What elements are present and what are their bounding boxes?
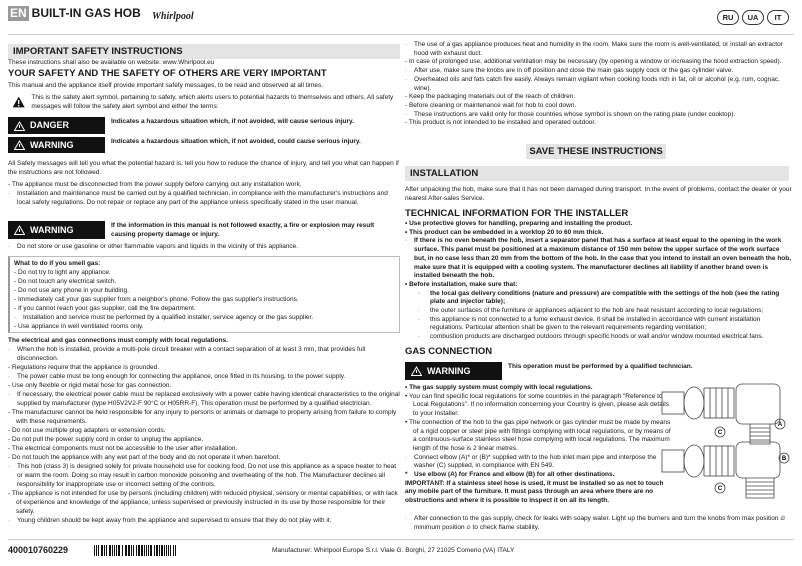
gasoline-note: [8, 242, 400, 251]
save-instructions-banner: SAVE THESE INSTRUCTIONS: [526, 144, 666, 159]
barcode-bar: [125, 545, 127, 556]
website-note: These instructions shall also be available on website: www.Whirlpool.eu: [8, 59, 215, 66]
document-title: BUILT-IN GAS HOB: [31, 6, 141, 20]
label-a: A: [777, 422, 783, 428]
list-item: - In case of prolonged use, additional ventilation may be necessary (by opening a window or increasing the hood extraction speed).: [405, 58, 782, 66]
safety-intro: This manual and the appliance itself provide important safety messages, to be read and observed at all times.: [8, 82, 324, 89]
list-item: - Do not use multiple plug adapters or extension cords.: [8, 427, 166, 434]
warning-triangle-icon: [14, 225, 25, 235]
barcode-bar: [164, 545, 165, 556]
barcode-bar: [159, 545, 160, 556]
list-item: • Use protective gloves for handling, preparing and installing the product.: [405, 220, 633, 227]
barcode-bar: [96, 545, 97, 556]
list-item: - This product is not intended to be installed and operated outdoor.: [405, 119, 597, 127]
country-code: UA: [742, 10, 764, 25]
safety-list-continued: [405, 41, 793, 128]
warning-label: WARNING: [405, 362, 502, 380]
list-item: - Connect elbow (A)* or (B)* supplied with to the hob inlet main pipe and interpose the washer (C) supplied, in compliance with EN 549.: [405, 454, 675, 471]
list-item: - The power cable must be long enough for connecting the appliance, once fitted in its housing, to the power supply.: [8, 372, 400, 381]
list-item: - Regulations require that the appliance is grounded.: [8, 364, 160, 371]
leak-check-note: - After connection to the gas supply, check for leaks with soapy water. Light up the burners and turn the knobs from max position 🔥︎ minimum position 🔥︎ to check flame stability.: [405, 515, 793, 532]
barcode-bar: [168, 545, 169, 556]
barcode-bar: [133, 545, 134, 556]
safety-messages-intro: All Safety messages will tell you what the potential hazard is, tell you how to reduce the chance of injury, and tell you what can happen if the instructions are not followed.: [8, 160, 399, 176]
list-item: - Immediately call your gas supplier from a neighbor's phone. Follow the gas supplier's instructions.: [14, 296, 299, 303]
warning-label: WARNING: [8, 221, 105, 239]
warning-label: WARNING: [8, 137, 105, 153]
safety-main-heading: YOUR SAFETY AND THE SAFETY OF OTHERS ARE VERY IMPORTANT: [8, 68, 327, 79]
barcode-bar: [161, 545, 163, 556]
warning-triangle-icon: [14, 140, 25, 150]
safety-alert-icon: [12, 93, 25, 111]
list-item: • The gas supply system must comply with local regulations.: [405, 384, 593, 391]
danger-label: DANGER: [8, 117, 105, 134]
barcode-bar: [128, 545, 130, 556]
barcode-bar: [173, 545, 174, 556]
electrical-heading: The electrical and gas connections must comply with local regulations.: [8, 337, 228, 344]
list-item: - Installation and maintenance must be carried out by a qualified technician, in compliance with the manufacturer's instructions and local safety regulations. Do not repair or replace any part of the appliance unless specifically stated in the user manual.: [8, 189, 400, 207]
barcode-bar: [118, 545, 120, 556]
list-item: - The appliance must be disconnected from the power supply before carrying out any installation work.: [8, 181, 302, 188]
product-code: 400010760229: [8, 545, 69, 555]
footer-divider: [8, 539, 794, 540]
warning-triangle-icon: [411, 366, 422, 376]
flame-min-icon: 🔥︎: [466, 524, 471, 531]
list-item: - Do not use any phone in your building.: [14, 287, 129, 294]
language-badge: EN: [10, 6, 27, 20]
list-item: - If there is no oven beneath the hob, insert a separator panel that has a surface at least equal to the opening in the work surface. This panel must be positioned at a maximum distance of 150 mm below the upper surface of the work surface but, in no case less than 20 mm from the bottom of the hob. In the case that you intend to install an oven beneath the hob, make sure that it is equipped with a cooling system. The manufacturer declines all liability if another brand oven is installed beneath the hob.: [405, 237, 793, 281]
list-item: - Do not touch any electrical switch.: [14, 278, 117, 285]
barcode-bar: [148, 545, 149, 556]
list-item: - After use, make sure the knobs are in off position and close the main gas supply cock or the gas cylinder valve.: [405, 67, 793, 76]
barcode-bar: [154, 545, 155, 556]
barcode-bar: [170, 545, 171, 556]
list-item: - Keep the packaging materials out of the reach of children.: [405, 93, 576, 101]
manufacturer-address: Manufacturer: Whirlpool Europe S.r.l. Viale G. Borghi, 27 21025 Comerio (VA) ITALY: [272, 547, 515, 554]
list-item: - Do not store or use gasoline or other flammable vapors and liquids in the vicinity of this appliance.: [8, 242, 400, 251]
barcode-bar: [141, 545, 143, 556]
warning-triangle-icon: [14, 121, 25, 131]
list-item: - When the hob is installed, provide a multi-pole circuit breaker with a contact separation of at least 3 mm, that provides full disconnection.: [8, 345, 400, 363]
list-item: - The electrical components must not be accessible to the user after installation.: [8, 445, 238, 452]
list-item: - Use only flexible or rigid metal hose for gas connection.: [8, 382, 172, 389]
barcode-bar: [131, 545, 132, 556]
barcode-bar: [94, 545, 95, 556]
list-item: - Installation and service must be performed by a qualified installer, service agency or the gas supplier.: [14, 313, 395, 322]
list-item: - If you cannot reach your gas supplier, call the fire department.: [14, 305, 196, 312]
alert-symbol-text: This is the safety alert symbol, pertaining to safety, which alerts users to potential hazards to themselves and others. All safety messages will follow the safety alert symbol and either the terms:: [31, 94, 394, 110]
barcode-bar: [114, 545, 115, 556]
list-item: • You can find specific local regulations for some countries in the paragraph "Reference to Local Regulations". If no information concerning your Country is given, please ask details to your Installer.: [405, 392, 669, 418]
country-code: RU: [717, 10, 739, 25]
gas-smell-box: [8, 256, 400, 333]
label-c: C: [717, 430, 723, 436]
list-item: • The connection of the hob to the gas pipe network or gas cylinder must be made by means of a rigid copper or steel pipe with fittings complying with local regulations, or by means of a continuous-surface stainless steel hose complying with local regulations. The maximum length of the hose is 2 linear metres.: [405, 418, 671, 452]
barcode-bar: [138, 545, 140, 556]
barcode-bar: [112, 545, 113, 556]
barcode-bar: [109, 545, 111, 556]
barcode-bar: [156, 545, 158, 556]
barcode-bar: [101, 545, 103, 556]
list-item: - Young children should be kept away from the appliance and supervised to ensure that they do not play with it.: [8, 516, 400, 525]
country-code: IT: [767, 10, 789, 25]
list-item: - combustion products are discharged outdoors through specific hoods or wall and/or window mounted electrical fans.: [405, 333, 793, 342]
gas-smell-title: What to do if you smell gas:: [14, 260, 101, 267]
installation-heading: INSTALLATION: [405, 166, 789, 181]
barcode-bar: [104, 545, 105, 556]
gas-elbow-diagram: [660, 380, 795, 500]
warning-description: Indicates a hazardous situation which, if not avoided, could cause serious injury.: [111, 138, 361, 145]
gas-warning-description: This operation must be performed by a qualified technician.: [508, 363, 693, 370]
danger-description: Indicates a hazardous situation which, if not avoided, will cause serious injury.: [111, 118, 354, 125]
divider: [8, 34, 794, 35]
safety-heading: IMPORTANT SAFETY INSTRUCTIONS: [8, 44, 400, 59]
barcode-bar: [136, 545, 137, 556]
list-item: - Overheated oils and fats catch fire easily. Always remain vigilant when cooking foods rich in fat, oil or alcohol (e.g. rum, cognac, wine).: [405, 76, 793, 93]
list-item: IMPORTANT: If a stainless steel hose is used, it must be installed so as not to touch any mobile part of the furniture. It must pass through an area where there are no obstructions and where it is possible to inspect it on all its length.: [405, 479, 664, 505]
barcode-bar: [146, 545, 147, 556]
doc-header: [8, 6, 141, 21]
list-item: - the local gas delivery conditions (nature and pressure) are compatible with the settings of the hob (see the rating plate and injector table);: [405, 290, 793, 307]
barcode-bar: [122, 545, 123, 556]
list-item: • This product can be embedded in a worktop 20 to 60 mm thick.: [405, 228, 604, 236]
safety-list: [8, 180, 400, 207]
barcode-bar: [150, 545, 152, 556]
gas-connection-list: [405, 384, 675, 506]
country-codes: [714, 10, 789, 25]
list-item: - the outer surfaces of the furniture or appliances adjacent to the hob are heat resistant according to local regulations;: [405, 307, 793, 316]
barcode-bar: [166, 545, 167, 556]
list-item: - If necessary, the electrical power cable must be replaced exclusively with a power cable having identical characteristics to the original supplied by manufacturer (type H05V2V2-F 90°C or H05RR-F). This operation must be performed by a qualified electrician.: [8, 390, 400, 408]
whirlpool-logo: Whirlpool: [152, 11, 194, 22]
tech-info-heading: TECHNICAL INFORMATION FOR THE INSTALLER: [405, 208, 629, 219]
list-item: - Use appliance in well ventilated rooms only.: [14, 323, 144, 330]
barcode-bar: [175, 545, 176, 556]
installation-text: After unpacking the hob, make sure that it has not been damaged during transport. In the event of problems, contact the dealer or your nearest After-sales Service.: [405, 186, 792, 202]
list-item: - These instructions are valid only for those countries whose symbol is shown on the rating plate (under cooktop).: [405, 111, 793, 120]
flame-max-icon: 🔥︎: [780, 515, 786, 522]
list-item: - Do not pull the power supply cord in order to unplug the appliance.: [8, 436, 204, 443]
list-item: - this appliance is not connected to a fume exhaust device. It shall be installed in accordance with current installation regulations. Particular attention shall be given to the relevant requirements regarding ventilation;: [405, 316, 793, 333]
list-item: - This hob (class 3) is designed solely for private household use for cooking food. Do not use this appliance as a space heater to heat or warm the room. Doing so may result in carbon monoxide poisoning and overheating of the hob. The Manufacturer declines all responsibility for inappropriate use or incorrect setting of the controls.: [8, 462, 400, 489]
list-item: - The use of a gas appliance produces heat and humidity in the room. Make sure the room is well-ventilated, or install an extractor hood with exhaust duct.: [405, 41, 793, 58]
fire-warning-description: If the information in this manual is not followed exactly, a fire or explosion may result causing property damage or injury.: [111, 222, 375, 238]
electrical-list: [8, 345, 400, 525]
label-b: B: [781, 456, 787, 462]
barcode-bar: [98, 545, 99, 556]
barcode-bar: [144, 545, 145, 556]
tech-info-list: [405, 220, 793, 342]
list-item: - The manufacturer cannot be held responsible for any injury to persons or animals or damage to property arising from failure to comply with these requirements.: [8, 409, 397, 425]
label-c: C: [717, 486, 723, 492]
barcode: [94, 545, 178, 556]
list-item: - The appliance is not intended for use by persons (including children) with reduced physical, sensory or mental capabilities, or with lack of experience and knowledge of the appliance, unless supervised or previously instructed in its use by those responsible for their safety.: [8, 490, 398, 515]
list-item: - Before cleaning or maintenance wait for hob to cool down.: [405, 101, 577, 109]
barcode-bar: [116, 545, 117, 556]
gas-connection-heading: GAS CONNECTION: [405, 346, 493, 357]
list-item: - Do not try to light any appliance.: [14, 269, 111, 276]
list-item: * Use elbow (A) for France and elbow (B) for all other destinations.: [405, 471, 675, 480]
list-item: - Do not touch the appliance with any wet part of the body and do not operate it when barefoot.: [8, 454, 281, 461]
barcode-bar: [106, 545, 107, 556]
list-item: • Before installation, make sure that:: [405, 280, 518, 288]
